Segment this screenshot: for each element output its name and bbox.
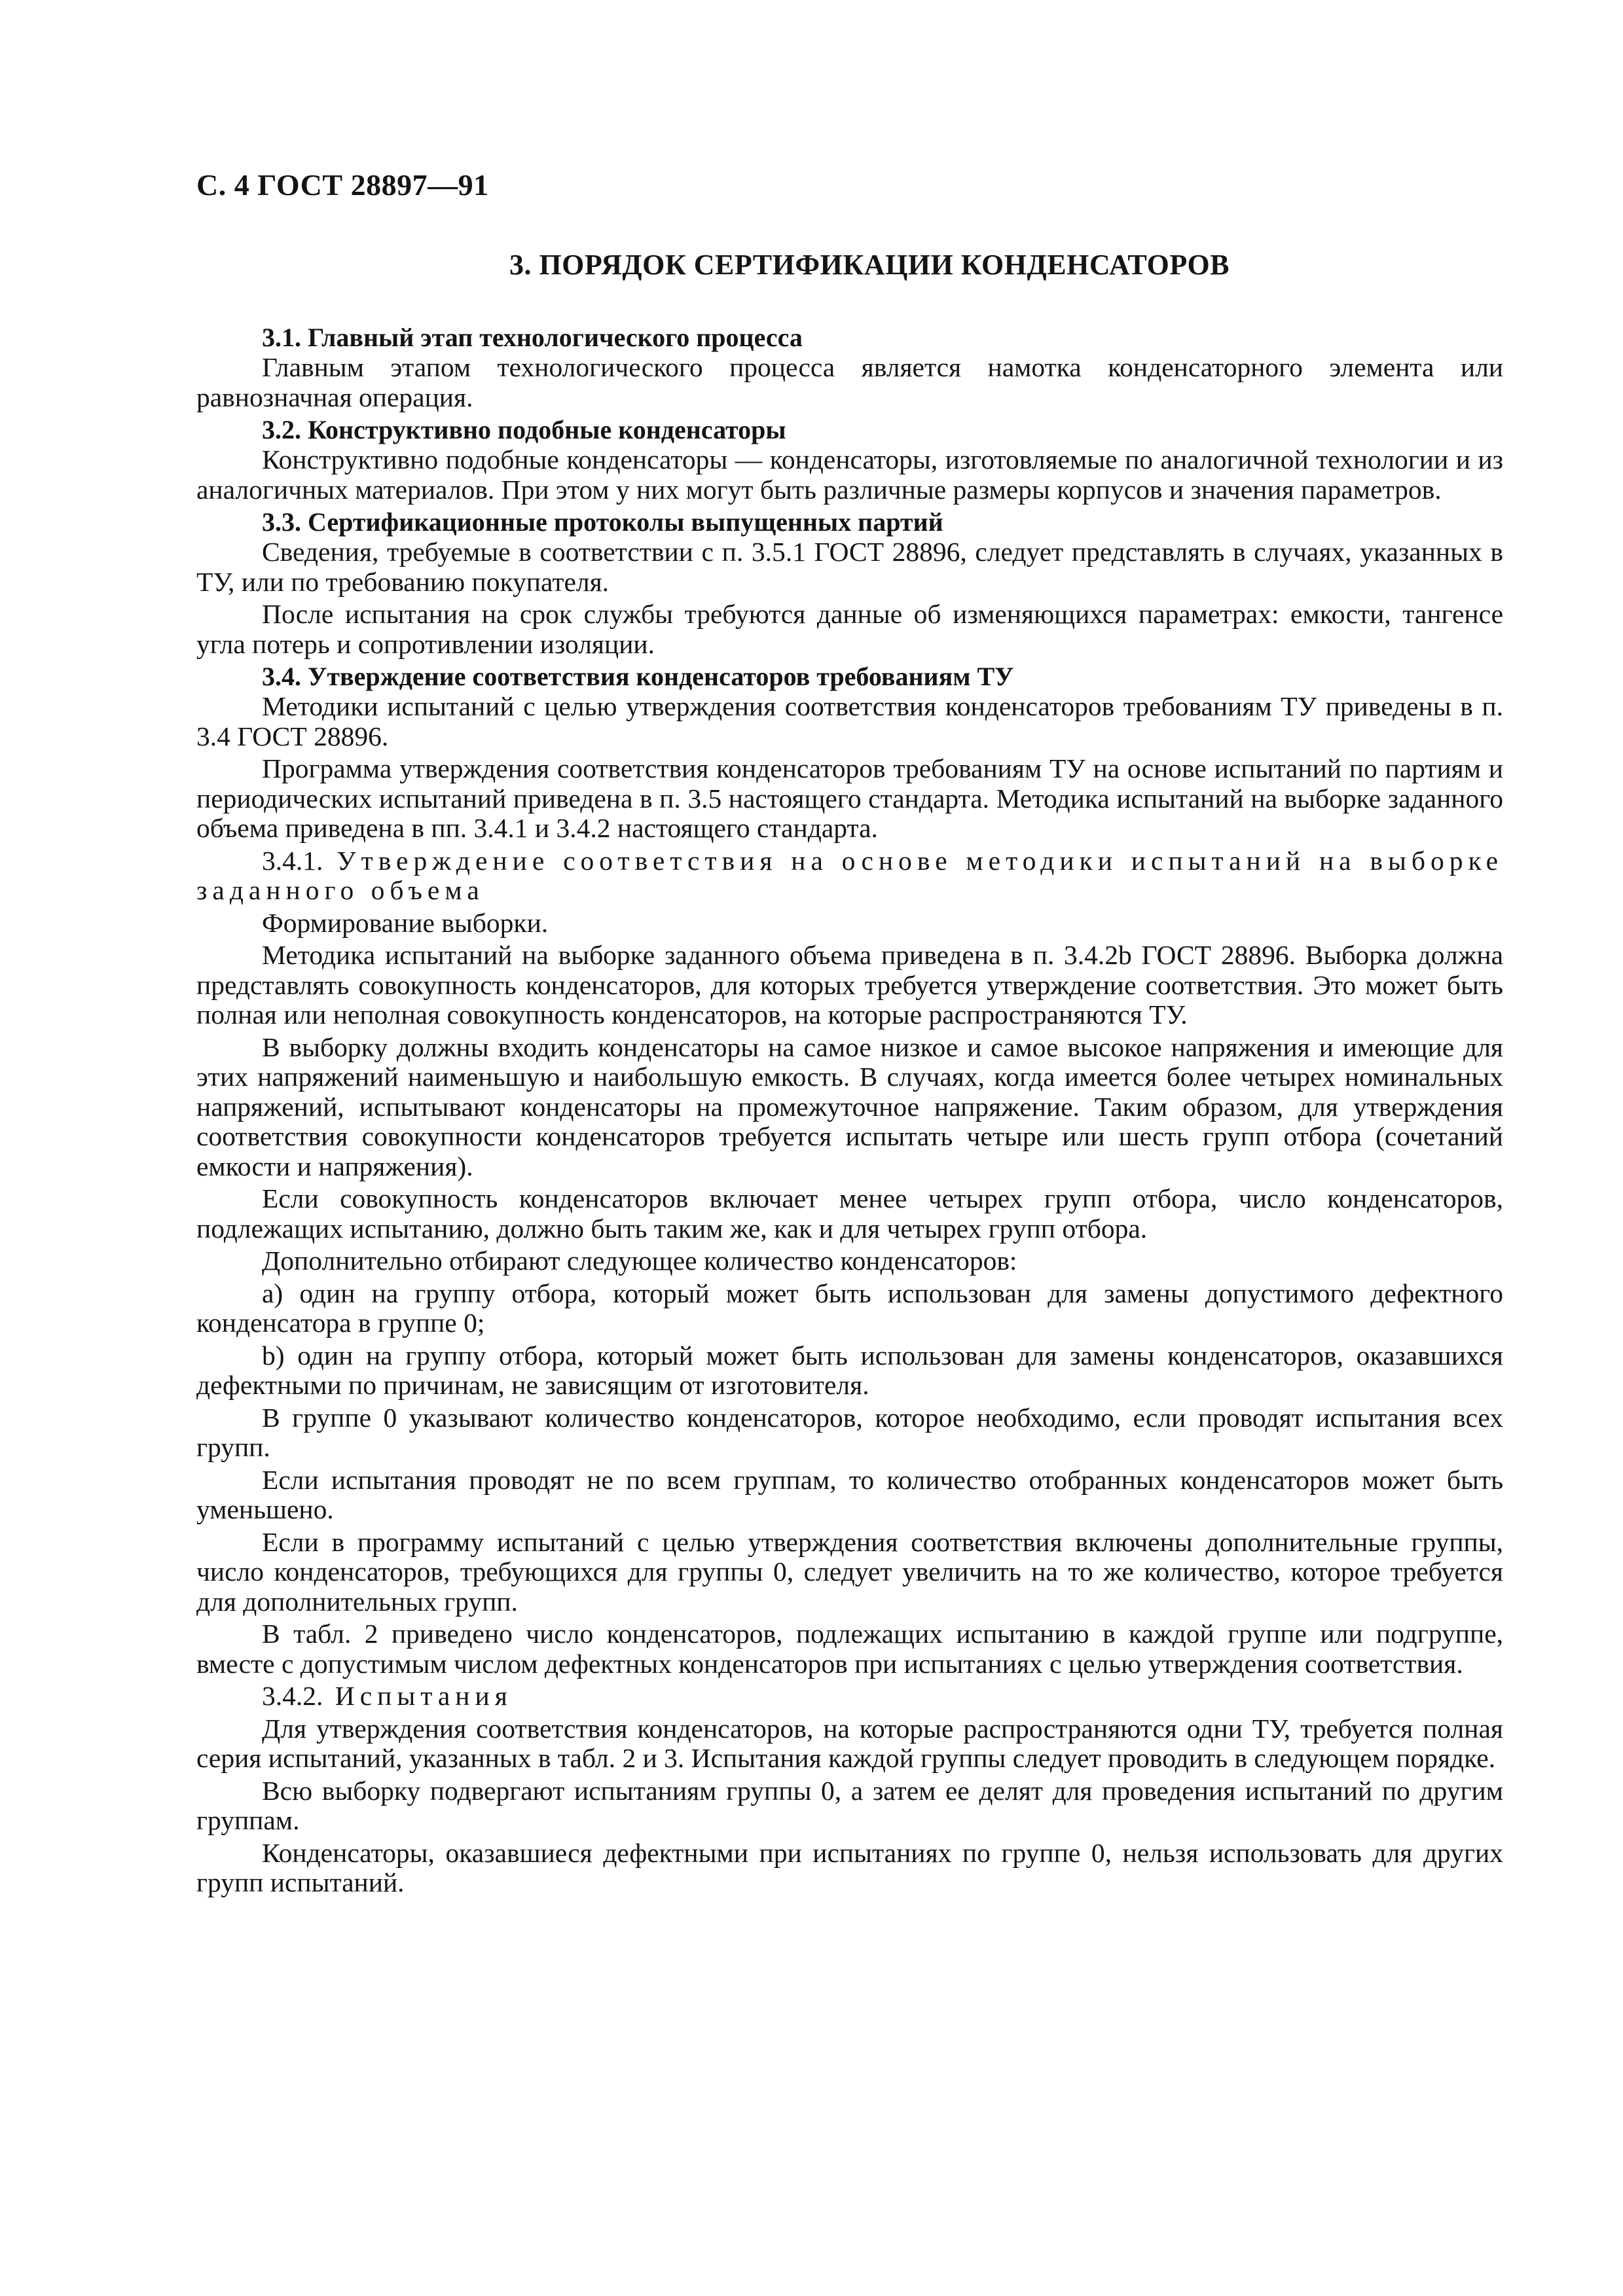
paragraph: В выборку должны входить конденсаторы на самое низкое и самое высокое напряжения и имеющие для этих напряжений наименьшую и наибольшую емкость. В случаях, когда имеется более четырех номинальных напряжений, испытывают конденсаторы на промежуточное напряжение. Таким образом, для утверждения соответствия совокупности конденсаторов требуется испытать четыре или шесть групп отбора (сочетаний емкости и напряжения).	[196, 1031, 1503, 1181]
subsection-number: 3.1.	[262, 323, 301, 352]
running-head: С. 4 ГОСТ 28897—91	[196, 168, 489, 202]
subsection-heading-3-4-1	[196, 846, 1503, 906]
subsection-title: Сертификационные протоколы выпущенных партий	[308, 507, 943, 537]
paragraph: Если в программу испытаний с целью утверждения соответствия включены дополнительные группы, число конденсаторов, требующихся для группы 0, следует увеличить на то же количество, которое требуется для дополнительных групп.	[196, 1526, 1503, 1617]
subsection-number: 3.4.1.	[262, 845, 323, 876]
paragraph: Если испытания проводят не по всем группам, то количество отобранных конденсаторов может быть уменьшено.	[196, 1464, 1503, 1524]
paragraph: Сведения, требуемые в соответствии с п. 3.5.1 ГОСТ 28896, следует представлять в случаях, указанных в ТУ, или по требованию покупателя.	[196, 537, 1503, 597]
subsection-number: 3.4.2.	[262, 1681, 323, 1711]
paragraph: Методики испытаний с целью утверждения соответствия конденсаторов требованиям ТУ приведены в п. 3.4 ГОСТ 28896.	[196, 691, 1503, 751]
paragraph: Программа утверждения соответствия конденсаторов требованиям ТУ на основе испытаний по партиям и периодических испытаний приведена в п. 3.5 настоящего стандарта. Методика испытаний на выборке заданного объема приведена в пп. 3.4.1 и 3.4.2 настоящего стандарта.	[196, 753, 1503, 843]
paragraph: В группе 0 указывают количество конденсаторов, которое необходимо, если проводят испытания всех групп.	[196, 1402, 1503, 1462]
subsection-heading-3-1	[196, 323, 1503, 353]
subsection-title: Испытания	[335, 1681, 513, 1711]
subsection-title: Утверждение соответствия на основе методики испытаний на выборке заданного объема	[196, 845, 1504, 905]
subsection-title: Главный этап технологического процесса	[308, 323, 803, 352]
subsection-number: 3.4.	[262, 662, 301, 691]
subsection-title: Конструктивно подобные конденсаторы	[308, 415, 786, 444]
list-item-b: b) один на группу отбора, который может быть использован для замены конденсаторов, оказавшихся дефектными по причинам, не зависящим от изготовителя.	[196, 1340, 1503, 1400]
paragraph: Главным этапом технологического процесса является намотка конденсаторного элемента или равнозначная операция.	[196, 352, 1503, 412]
paragraph: Формирование выборки.	[262, 907, 549, 938]
page-content	[196, 167, 1503, 1901]
paragraph: В табл. 2 приведено число конденсаторов, подлежащих испытанию в каждой группе или подгруппе, вместе с допустимым числом дефектных конденсаторов при испытаниях с целью утверждения соответствия.	[196, 1619, 1503, 1679]
paragraph: Конструктивно подобные конденсаторы — конденсаторы, изготовляемые по аналогичной технологии и из аналогичных материалов. При этом у них могут быть различные размеры корпусов и значения параметров.	[196, 444, 1503, 505]
paragraph: Дополнительно отбирают следующее количество конденсаторов:	[262, 1246, 1017, 1276]
subsection-heading-3-3	[196, 507, 1503, 537]
paragraph: Методика испытаний на выборке заданного объема приведена в п. 3.4.2b ГОСТ 28896. Выборка должна представлять совокупность конденсаторов, для которых требуется утверждение соответствия. Это может быть полная или неполная совокупность конденсаторов, на которые распространяются ТУ.	[196, 940, 1503, 1030]
paragraph: Если совокупность конденсаторов включает менее четырех групп отбора, число конденсаторов, подлежащих испытанию, должно быть таким же, как и для четырех групп отбора.	[196, 1183, 1503, 1244]
paragraph: После испытания на срок службы требуются данные об изменяющихся параметрах: емкости, тангенсе угла потерь и сопротивлении изоляции.	[196, 599, 1503, 659]
subsection-number: 3.3.	[262, 507, 301, 537]
section-title: 3. ПОРЯДОК СЕРТИФИКАЦИИ КОНДЕНСАТОРОВ	[509, 249, 1230, 281]
list-item-a: a) один на группу отбора, который может быть использован для замены допустимого дефектного конденсатора в группе 0;	[196, 1278, 1503, 1338]
paragraph: Конденсаторы, оказавшиеся дефектными при испытаниях по группе 0, нельзя использовать для других групп испытаний.	[196, 1837, 1503, 1897]
subsection-heading-3-4	[196, 662, 1503, 692]
subsection-title: Утверждение соответствия конденсаторов требованиям ТУ	[308, 662, 1014, 691]
subsection-heading-3-4-2	[196, 1681, 1503, 1712]
subsection-heading-3-2	[196, 415, 1503, 445]
subsection-number: 3.2.	[262, 415, 301, 444]
paragraph: Всю выборку подвергают испытаниям группы 0, а затем ее делят для проведения испытаний по другим группам.	[196, 1775, 1503, 1835]
paragraph: Для утверждения соответствия конденсаторов, на которые распространяются одни ТУ, требуется полная серия испытаний, указанных в табл. 2 и 3. Испытания каждой группы следует проводить в следующем порядке.	[196, 1713, 1503, 1773]
